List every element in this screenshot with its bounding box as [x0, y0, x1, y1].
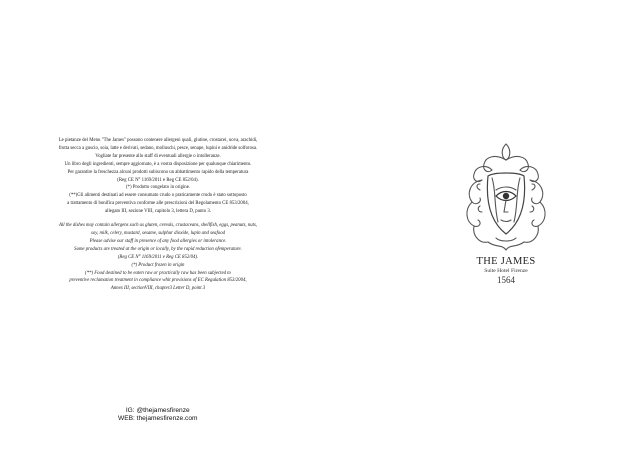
notice-line: Annex III, sectionVIII, chapter3 Letter D, point 3 — [110, 286, 206, 292]
brand-subtitle: Suite Hotel Firenze — [484, 268, 528, 274]
notice-line: (**) Food destined to be eaten raw or practically raw has been subjected to — [85, 270, 231, 276]
english-notice — [28, 222, 288, 293]
notice-line: Un libro degli ingredienti, sempre aggiornato, è a vostra disposizione per qualunque chiarimento. — [64, 161, 252, 167]
notice-line: (*) Prodotto congelato in origine. — [125, 185, 191, 191]
notice-line: All the dishes may contain allergens such as gluten, cereals, crustaceans, shellfish, eggs, peanuts, nuts, — [58, 223, 258, 229]
notice-line: Per garantire la freschezza alcuni prodotti subiscono un abbattimento rapido della temperatura — [67, 169, 249, 175]
brand-logo — [448, 140, 564, 285]
notice-line: soy, milk, celery, mustard, sesame, sulphur dioxide, lupin and seafood — [91, 230, 225, 236]
notice-line: Vogliate far presente allo staff di eventuali allergie o intolleranze. — [95, 153, 221, 159]
notice-line: allegato III, sezione VIII, capitolo 3, lettera D, punto 3. — [105, 209, 211, 215]
ornate-crest-with-eye-icon — [456, 140, 556, 252]
notice-line: Le pietanze del Menu "The James" possono contenere allergeni quali, glutine, crostacei, uova, arachidi, — [58, 138, 258, 143]
notice-line: a trattamento di bonifica preventiva conforme alle prescrizioni del Regolamento CE 853/2004, — [67, 201, 249, 207]
notice-line: (**)Gli alimenti destinati ad essere consumato crudo o praticamente crudo è stato sottoposto — [69, 193, 247, 199]
social-links — [118, 407, 198, 423]
website-link[interactable]: WEB: thejamesfirenze.com — [118, 415, 198, 422]
notice-line: preventive reclamation treatment in compliance whit provisions of EC Regulation 853/2004, — [69, 278, 247, 284]
notice-line: (*) Product frozen in origin — [131, 262, 185, 268]
notice-line: (Reg CE N° 1169/2011 e Reg CE 852/04). — [117, 254, 199, 260]
notice-line: Some products are treated at the origin or locally, by the rapid reduction ofemperature. — [74, 246, 242, 252]
notice-line: Please advise our staff in presence of any food allergies or intolerance. — [89, 238, 227, 244]
brand-name: THE JAMES — [476, 256, 536, 267]
allergen-notice — [28, 137, 288, 293]
notice-line: (Reg CE N° 1169/2011 e Reg CE 852/04). — [117, 177, 199, 183]
italian-notice — [28, 137, 288, 216]
notice-line: frutta secca a guscio, soia, latte e derivati, sedano, molluschi, pesce, senape, lupini e anidride solforosa. — [58, 145, 258, 151]
instagram-handle[interactable]: IG: @thejamesfirenze — [125, 407, 190, 414]
brand-year: 1564 — [497, 275, 515, 285]
